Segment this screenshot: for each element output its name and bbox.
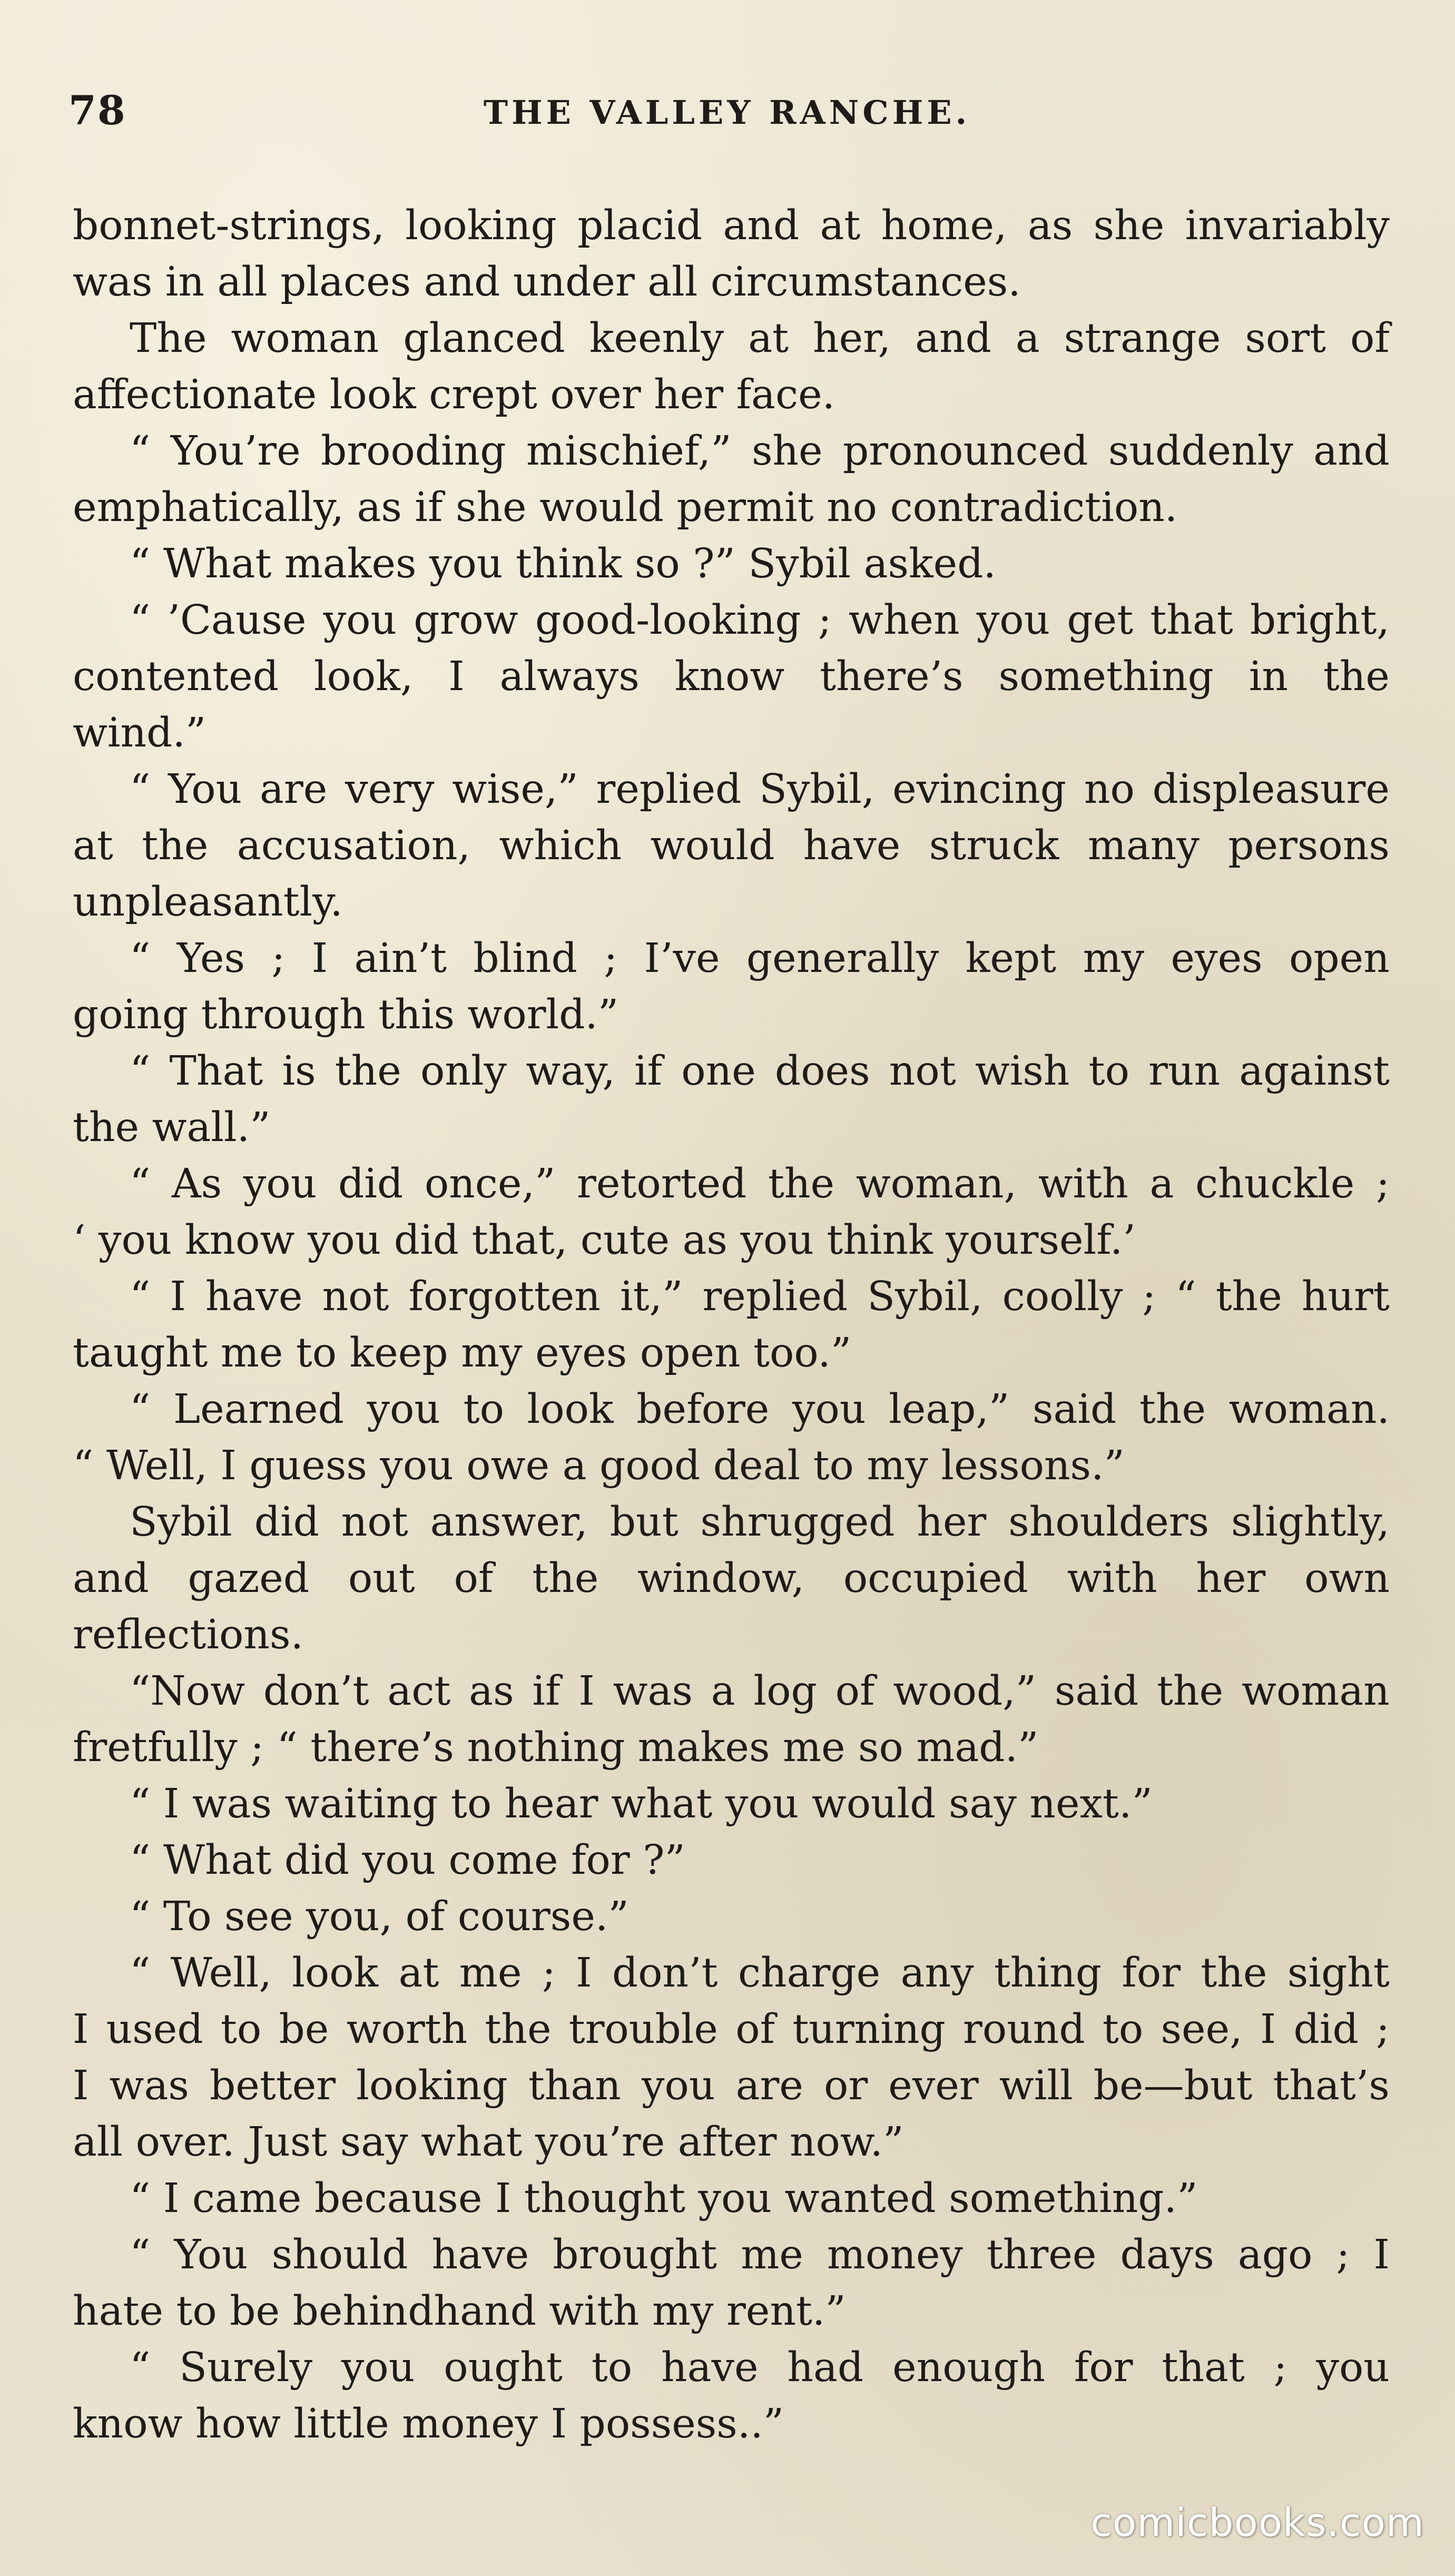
text-line: “ What did you come for ?” [130, 1837, 685, 1884]
text-line: “ Learned you to look before you leap,” said the woman. [130, 1386, 1390, 1433]
text-line: hate to be behindhand with my rent.” [73, 2288, 846, 2335]
text-line: “ Well, look at me ; I don’t charge any thing for the sight [130, 1950, 1390, 1997]
text-line: know how little money I possess..” [73, 2401, 784, 2447]
page-header [68, 87, 1385, 150]
text-line: “ You’re brooding mischief,” she pronounced suddenly and [130, 428, 1390, 475]
text-line: reflections. [73, 1611, 303, 1658]
text-line: “ Yes ; I ain’t blind ; I’ve generally kept my eyes open [130, 935, 1390, 982]
text-line: The woman glanced keenly at her, and a strange sort of [130, 315, 1390, 362]
text-line: “ As you did once,” retorted the woman, with a chuckle ; [130, 1161, 1390, 1207]
text-line: the wall.” [73, 1104, 271, 1151]
text-line: “ Well, I guess you owe a good deal to my lessons.” [73, 1442, 1125, 1489]
text-line: Sybil did not answer, but shrugged her shoulders slightly, [130, 1499, 1390, 1546]
text-line: contented look, I always know there’s something in the [73, 653, 1390, 700]
text-line: “ That is the only way, if one does not wish to run against [130, 1048, 1390, 1095]
text-line: at the accusation, which would have struck many persons [73, 822, 1390, 869]
page-number: 78 [68, 87, 126, 134]
text-line: “ What makes you think so ?” Sybil asked. [130, 540, 997, 587]
text-line: “Now don’t act as if I was a log of wood,” said the woman [130, 1668, 1390, 1715]
text-line: “ You are very wise,” replied Sybil, evincing no displeasure [130, 766, 1390, 813]
text-line: “ You should have brought me money three days ago ; I [130, 2231, 1390, 2278]
text-line: “ Surely you ought to have had enough for that ; you [130, 2344, 1390, 2391]
text-line: was in all places and under all circumstances. [73, 259, 1021, 306]
text-line: all over. Just say what you’re after now.” [73, 2119, 904, 2166]
text-line: I used to be worth the trouble of turning round to see, I did ; [73, 2006, 1390, 2053]
text-line: bonnet-strings, looking placid and at home, as she invariably [73, 202, 1390, 249]
text-line: fretfully ; “ there’s nothing makes me so mad.” [73, 1724, 1039, 1771]
text-line: “ I have not forgotten it,” replied Sybil, coolly ; “ the hurt [130, 1273, 1390, 1320]
text-line: taught me to keep my eyes open too.” [73, 1330, 852, 1377]
text-line: affectionate look crept over her face. [73, 371, 835, 418]
text-line: wind.” [73, 710, 207, 756]
text-line: I was better looking than you are or ever will be—but that’s [73, 2062, 1390, 2109]
text-line: going through this world.” [73, 991, 619, 1038]
text-line: “ ’Cause you grow good-looking ; when you get that bright, [130, 597, 1390, 644]
watermark: comicbooks.com [1090, 2500, 1424, 2545]
running-title: THE VALLEY RANCHE. [483, 93, 971, 132]
body-text [73, 198, 1390, 2452]
text-line: “ I came because I thought you wanted something.” [130, 2175, 1198, 2222]
text-line: “ To see you, of course.” [130, 1893, 629, 1940]
text-line: emphatically, as if she would permit no contradiction. [73, 484, 1178, 531]
text-line: ‘ you know you did that, cute as you think yourself.’ [73, 1217, 1136, 1264]
text-line: unpleasantly. [73, 879, 343, 926]
text-line: “ I was waiting to hear what you would say next.” [130, 1781, 1153, 1827]
text-line: and gazed out of the window, occupied with her own [73, 1555, 1390, 1602]
